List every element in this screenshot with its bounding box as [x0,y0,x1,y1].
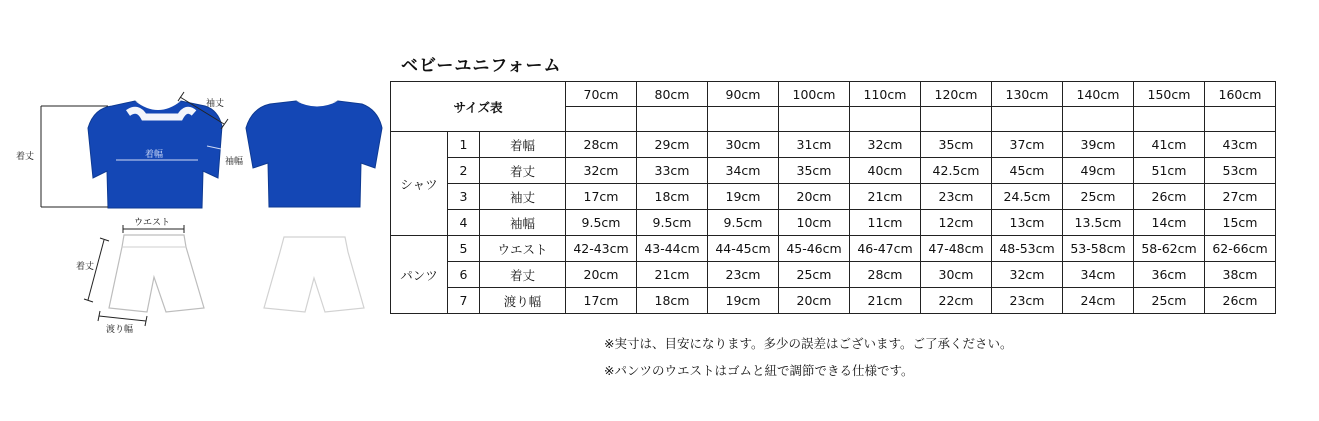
row-number: 7 [448,288,480,314]
table-row [391,184,1276,210]
empty-cell [1205,107,1276,132]
measurement-value: 40cm [850,158,921,184]
table-row [391,158,1276,184]
measurement-value: 9.5cm [708,210,779,236]
measurement-value: 39cm [1063,132,1134,158]
measurement-value: 53cm [1205,158,1276,184]
size-column-header: 110cm [850,82,921,107]
measurement-value: 32cm [850,132,921,158]
table-row [391,288,1276,314]
measurement-value: 37cm [992,132,1063,158]
garment-diagrams [0,0,400,417]
measurement-value: 49cm [1063,158,1134,184]
measurement-name: 渡り幅 [480,288,566,314]
group-label: シャツ [391,132,448,236]
empty-cell [566,107,637,132]
empty-cell [779,107,850,132]
size-column-header: 160cm [1205,82,1276,107]
row-number: 5 [448,236,480,262]
measurement-value: 62-66cm [1205,236,1276,262]
measurement-value: 18cm [637,184,708,210]
measurement-value: 20cm [779,288,850,314]
measurement-value: 13cm [992,210,1063,236]
measurement-value: 26cm [1205,288,1276,314]
measurement-value: 25cm [1063,184,1134,210]
sleeve-length-label: 袖丈 [206,99,225,109]
group-label: パンツ [391,236,448,314]
measurement-value: 23cm [708,262,779,288]
chest-width-label: 着幅 [145,150,164,160]
measurement-value: 32cm [566,158,637,184]
measurement-name: 袖丈 [480,184,566,210]
empty-cell [708,107,779,132]
table-row [391,236,1276,262]
empty-cell [1134,107,1205,132]
empty-cell [992,107,1063,132]
measurement-value: 51cm [1134,158,1205,184]
measurement-name: 着幅 [480,132,566,158]
size-column-header: 130cm [992,82,1063,107]
size-column-header: 80cm [637,82,708,107]
measurement-value: 42-43cm [566,236,637,262]
length-label: 着丈 [16,152,35,162]
measurement-value: 25cm [779,262,850,288]
measurement-value: 27cm [1205,184,1276,210]
measurement-value: 17cm [566,184,637,210]
measurement-value: 34cm [1063,262,1134,288]
measurement-value: 58-62cm [1134,236,1205,262]
waist-label: ウエスト [134,218,171,228]
pants-back [264,237,364,312]
measurement-value: 20cm [779,184,850,210]
measurement-name: 着丈 [480,158,566,184]
measurement-value: 30cm [708,132,779,158]
measurement-value: 18cm [637,288,708,314]
table-row [391,262,1276,288]
measurement-value: 29cm [637,132,708,158]
measurement-value: 22cm [921,288,992,314]
measurement-name: ウエスト [480,236,566,262]
row-number: 1 [448,132,480,158]
measurement-value: 9.5cm [637,210,708,236]
measurement-value: 14cm [1134,210,1205,236]
measurement-value: 13.5cm [1063,210,1134,236]
leg-width-label: 渡り幅 [106,325,134,335]
empty-cell [921,107,992,132]
pants-length-label: 着丈 [76,262,95,272]
note-actual-size: ※実寸は、目安になります。多少の誤差はございます。ご了承ください。 [604,336,1013,351]
measurement-value: 21cm [850,288,921,314]
measurement-value: 46-47cm [850,236,921,262]
measurement-value: 43cm [1205,132,1276,158]
measurement-value: 11cm [850,210,921,236]
empty-cell [637,107,708,132]
measurement-value: 48-53cm [992,236,1063,262]
row-number: 6 [448,262,480,288]
measurement-value: 19cm [708,288,779,314]
size-column-header: 70cm [566,82,637,107]
measurement-value: 28cm [566,132,637,158]
row-number: 4 [448,210,480,236]
size-column-header: 140cm [1063,82,1134,107]
measurement-value: 43-44cm [637,236,708,262]
measurement-value: 28cm [850,262,921,288]
measurement-value: 25cm [1134,288,1205,314]
size-header-row [391,82,1276,107]
measurement-value: 15cm [1205,210,1276,236]
measurement-value: 45-46cm [779,236,850,262]
measurement-value: 45cm [992,158,1063,184]
measurement-value: 21cm [637,262,708,288]
measurement-value: 34cm [708,158,779,184]
measurement-name: 着丈 [480,262,566,288]
measurement-value: 9.5cm [566,210,637,236]
note-waist-adjust: ※パンツのウエストはゴムと紐で調節できる仕様です。 [604,363,914,378]
table-row [391,132,1276,158]
size-table-label: サイズ表 [391,82,566,132]
measurement-value: 24.5cm [992,184,1063,210]
size-column-header: 100cm [779,82,850,107]
measurement-value: 21cm [850,184,921,210]
row-number: 2 [448,158,480,184]
measurement-value: 42.5cm [921,158,992,184]
measurement-value: 31cm [779,132,850,158]
sleeve-width-label: 袖幅 [225,157,244,167]
measurement-value: 35cm [921,132,992,158]
measurement-value: 38cm [1205,262,1276,288]
garment-illustration [0,0,400,417]
measurement-value: 12cm [921,210,992,236]
measurement-value: 32cm [992,262,1063,288]
measurement-value: 47-48cm [921,236,992,262]
page-title: ベビーユニフォーム [401,56,562,76]
measurement-value: 23cm [992,288,1063,314]
size-column-header: 90cm [708,82,779,107]
size-column-header: 150cm [1134,82,1205,107]
size-table [390,81,1276,314]
measurement-value: 30cm [921,262,992,288]
measurement-value: 23cm [921,184,992,210]
shirt-back [246,101,382,207]
measurement-value: 35cm [779,158,850,184]
measurement-value: 41cm [1134,132,1205,158]
measurement-value: 33cm [637,158,708,184]
measurement-value: 19cm [708,184,779,210]
measurement-value: 24cm [1063,288,1134,314]
measurement-value: 10cm [779,210,850,236]
size-column-header: 120cm [921,82,992,107]
empty-cell [1063,107,1134,132]
table-row [391,210,1276,236]
measurement-value: 17cm [566,288,637,314]
measurement-value: 36cm [1134,262,1205,288]
row-number: 3 [448,184,480,210]
pants-front [109,235,204,312]
measurement-value: 26cm [1134,184,1205,210]
measurement-name: 袖幅 [480,210,566,236]
measurement-value: 20cm [566,262,637,288]
empty-cell [850,107,921,132]
measurement-value: 44-45cm [708,236,779,262]
measurement-value: 53-58cm [1063,236,1134,262]
